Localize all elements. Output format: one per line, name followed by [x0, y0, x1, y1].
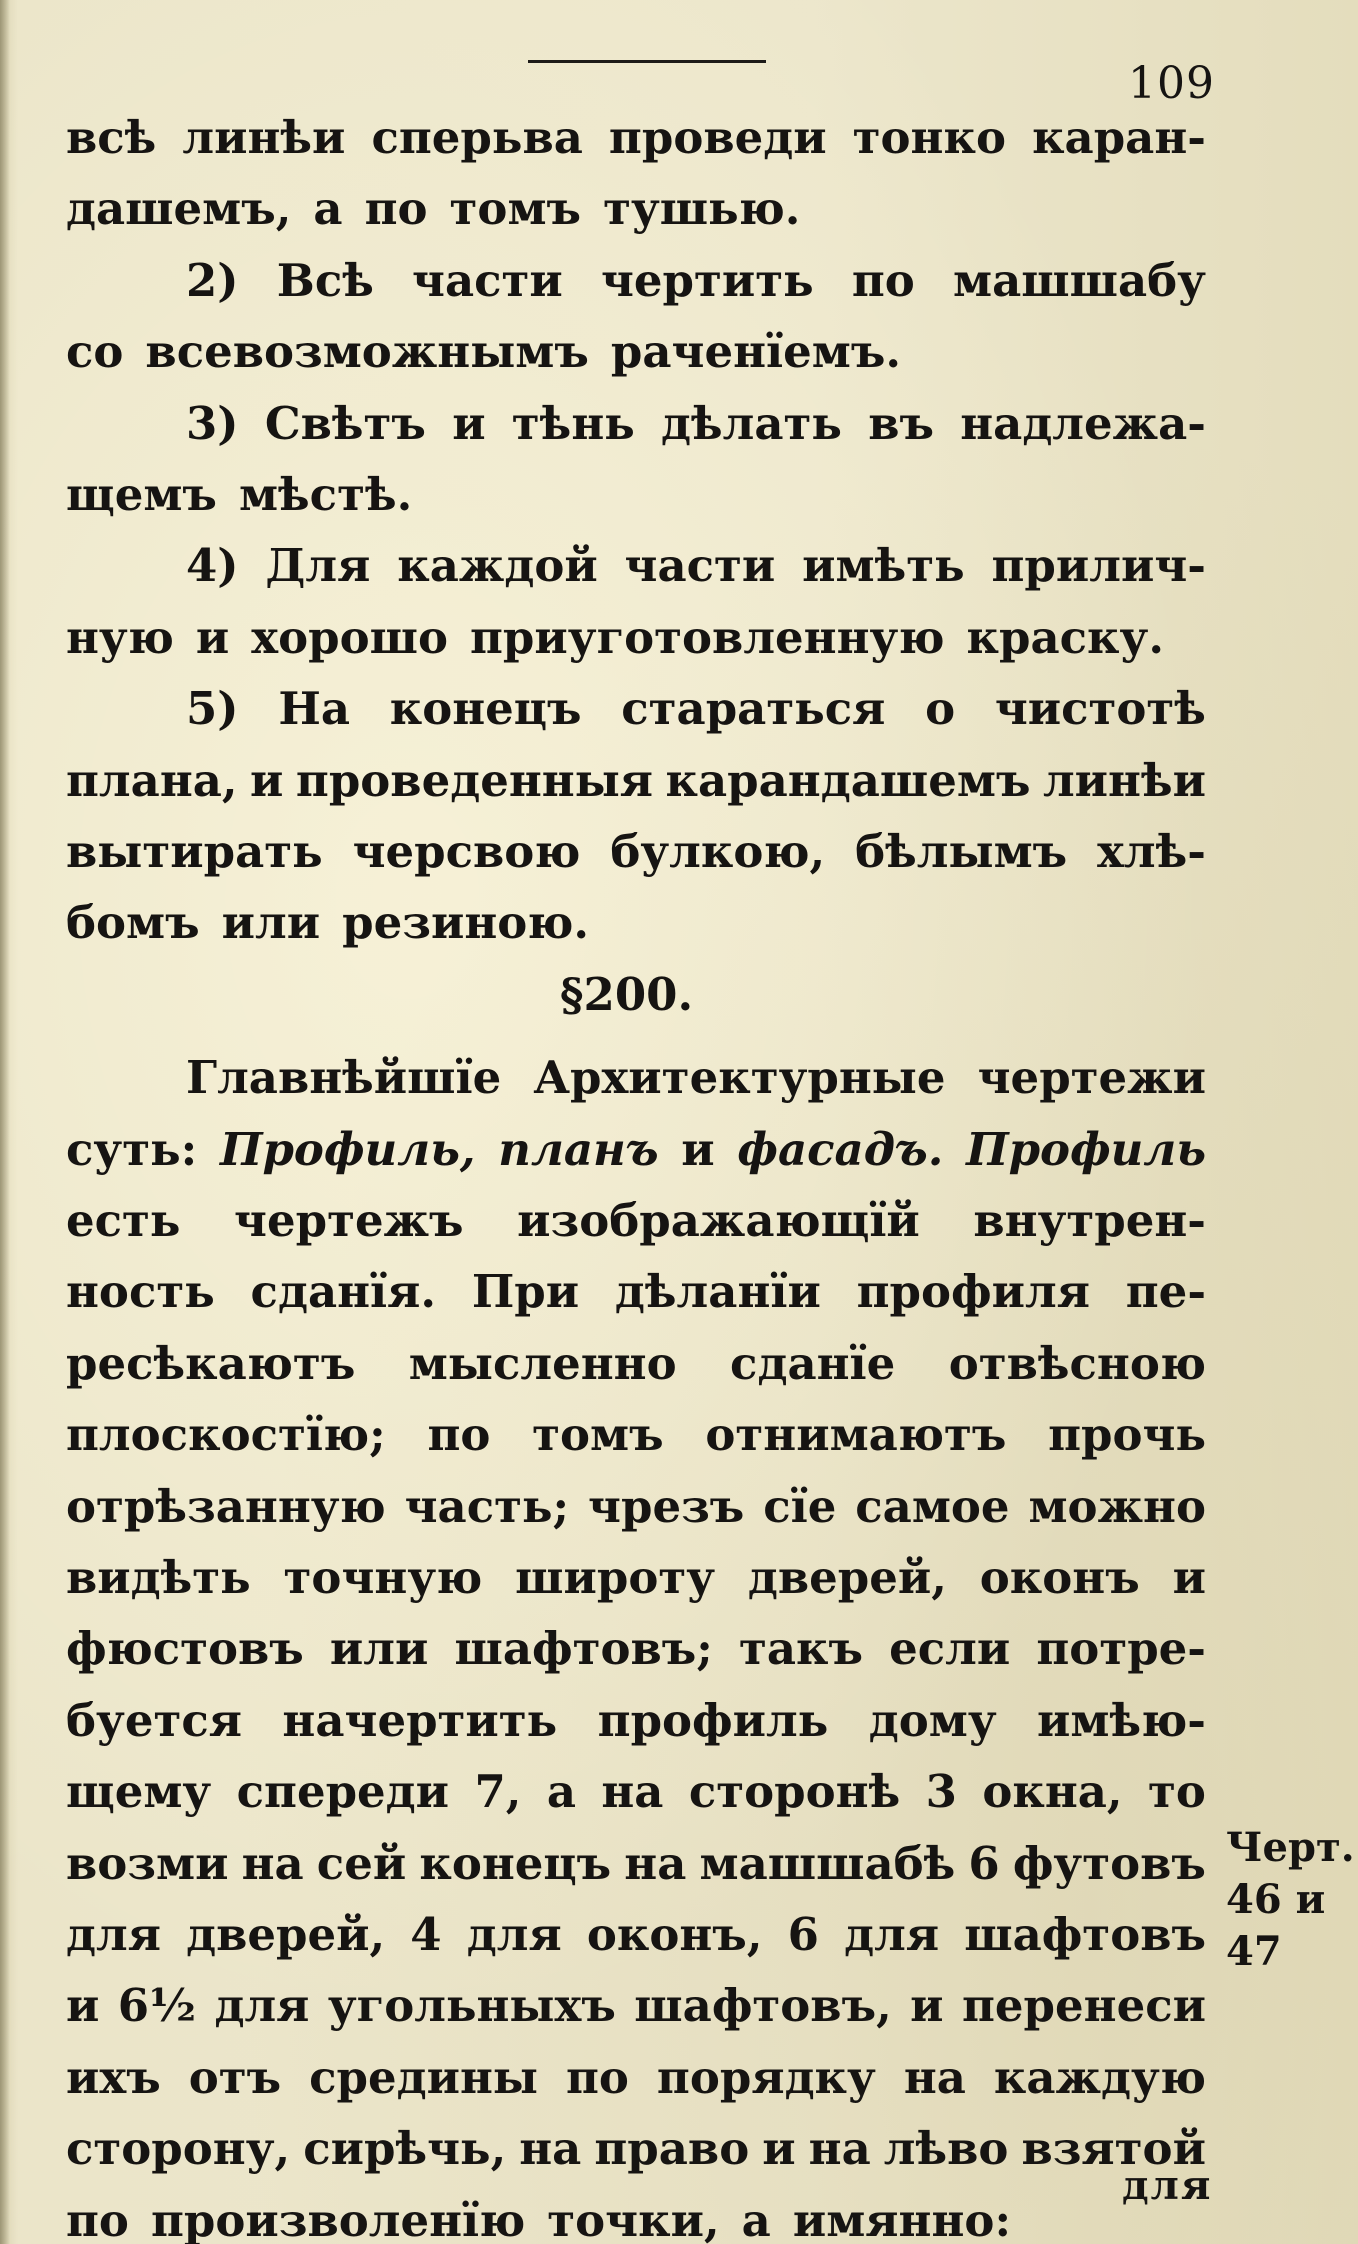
word: внутрен-: [973, 1194, 1206, 1247]
word: части: [624, 539, 776, 592]
word: стараться: [621, 682, 886, 735]
word: окна,: [982, 1765, 1123, 1818]
text-line: [186, 245, 1206, 317]
word: машшабѣ: [699, 1837, 956, 1890]
word: отъ: [188, 2051, 282, 2104]
word: части: [412, 254, 563, 307]
word: тонко: [852, 111, 1007, 164]
word: сданїе: [730, 1337, 896, 1390]
word: карандашемъ: [665, 754, 1031, 807]
word: со: [66, 325, 124, 378]
word: чертить: [600, 254, 814, 307]
word: плоскостїю;: [66, 1408, 386, 1461]
text-line: [560, 959, 820, 1031]
text-line: [66, 316, 1206, 388]
word: дѣланїи: [614, 1265, 821, 1318]
word: Свѣтъ: [264, 397, 426, 450]
catchword: для: [1122, 2162, 1213, 2209]
word: для: [66, 1908, 161, 1961]
word: отнимаютъ: [705, 1408, 1007, 1461]
word: по: [364, 182, 428, 235]
word: сторону,: [66, 2122, 291, 2175]
text-line: [66, 1542, 1206, 1614]
text-line: [66, 1399, 1206, 1471]
text-line: [66, 102, 1206, 174]
word: фюстовъ: [66, 1622, 304, 1675]
word: ную: [66, 611, 174, 664]
word: всѣ: [66, 111, 157, 164]
page-binding-shadow: [0, 0, 10, 2244]
word: то: [1148, 1765, 1206, 1818]
word: планъ: [498, 1123, 659, 1176]
text-line: [66, 1756, 1206, 1828]
text-line: [66, 1471, 1206, 1543]
word: порядку: [656, 2051, 876, 2104]
word: томъ: [532, 1408, 664, 1461]
word: а: [546, 1765, 576, 1818]
word: 6½: [117, 1979, 197, 2032]
word: всевозможнымъ: [145, 325, 589, 378]
word: тушью.: [603, 182, 801, 235]
word: сей: [316, 1837, 407, 1890]
word: оконъ: [979, 1551, 1140, 1604]
word: точную: [283, 1551, 483, 1604]
margin-note-figure-reference: [1226, 1822, 1356, 1978]
word: Профиль,: [219, 1123, 476, 1176]
word: имѣть: [802, 539, 965, 592]
word: каждой: [397, 539, 598, 592]
word: профиль: [597, 1694, 829, 1747]
word: и: [910, 1979, 944, 2032]
word: приуготовленную: [469, 611, 945, 664]
word: право: [594, 2122, 750, 2175]
word: по: [851, 254, 915, 307]
word: плана,: [66, 754, 238, 807]
word: для: [214, 1979, 310, 2032]
word: прочь: [1048, 1408, 1206, 1461]
word: и: [250, 754, 284, 807]
text-line: [186, 388, 1206, 460]
word: если: [889, 1622, 1011, 1675]
word: дому: [868, 1694, 997, 1747]
word: дашемъ,: [66, 182, 292, 235]
word: 4: [410, 1908, 442, 1961]
word: 3): [186, 397, 239, 450]
word: произволенїю: [150, 2194, 526, 2244]
word: щему: [66, 1765, 212, 1818]
word: надлежа-: [960, 397, 1206, 450]
word: можно: [1028, 1480, 1206, 1533]
text-line: [66, 745, 1206, 817]
word: и: [681, 1123, 715, 1176]
word: буется: [66, 1694, 242, 1747]
text-line: [66, 1899, 1206, 1971]
word: отвѣсною: [948, 1337, 1206, 1390]
word: профиля: [856, 1265, 1090, 1318]
word: на: [241, 1837, 304, 1890]
word: перенеси: [961, 1979, 1206, 2032]
word: на: [519, 2122, 582, 2175]
word: Для: [265, 539, 371, 592]
word: линѣи: [182, 111, 346, 164]
word: мысленно: [408, 1337, 677, 1390]
word: есть: [66, 1194, 181, 1247]
word: бѣлымъ: [855, 825, 1068, 878]
word: отрѣзанную: [66, 1480, 386, 1533]
word: или: [329, 1622, 429, 1675]
word: шафтовъ,: [634, 1979, 892, 2032]
word: Всѣ: [276, 254, 374, 307]
word: сїе: [763, 1480, 837, 1533]
text-line: [66, 1613, 1206, 1685]
word: пе-: [1125, 1265, 1206, 1318]
text-line: [66, 1114, 1206, 1186]
word: а: [741, 2194, 771, 2244]
word: видѣть: [66, 1551, 251, 1604]
word: раченїемъ.: [610, 325, 902, 378]
word: по: [427, 1408, 491, 1461]
word: 7,: [474, 1765, 522, 1818]
word: бомъ: [66, 896, 200, 949]
word: по: [66, 2194, 129, 2244]
word: Главнѣйшїе: [186, 1051, 502, 1104]
word: лѣво: [883, 2122, 1009, 2175]
text-line: [66, 816, 1206, 888]
word: 5): [186, 682, 239, 735]
word: щемъ: [66, 468, 217, 521]
word: ность: [66, 1265, 215, 1318]
word: конецъ: [389, 682, 582, 735]
text-line: [66, 1828, 1206, 1900]
word: на: [601, 1765, 664, 1818]
text-line: [186, 530, 1206, 602]
word: чертежъ: [234, 1194, 464, 1247]
word: конецъ: [419, 1837, 612, 1890]
word: и: [195, 611, 230, 664]
word: вытирать: [66, 825, 323, 878]
word: томъ: [449, 182, 582, 235]
word: дверей,: [747, 1551, 947, 1604]
word: 6: [787, 1908, 819, 1961]
word: тѣнь: [511, 397, 635, 450]
word: машшабу: [952, 254, 1206, 307]
word: суть:: [66, 1123, 198, 1176]
word: сирѣчь,: [303, 2122, 507, 2175]
text-line: [66, 1185, 1206, 1257]
text-line: [66, 1256, 1206, 1328]
text-line: [66, 887, 1206, 959]
text-line: [186, 1042, 1206, 1114]
word: спереди: [236, 1765, 450, 1818]
word: и: [762, 2122, 796, 2175]
word: имѣю-: [1037, 1694, 1206, 1747]
word: возми: [66, 1837, 229, 1890]
word: шафтовъ: [964, 1908, 1206, 1961]
word: При: [471, 1265, 580, 1318]
word: для: [844, 1908, 940, 1961]
word: на: [903, 2051, 966, 2104]
margin-note-line: 46 и 47: [1226, 1876, 1326, 1975]
word: на: [624, 1837, 687, 1890]
word: краску.: [966, 611, 1165, 664]
word: или: [221, 896, 321, 949]
text-line: [66, 1685, 1206, 1757]
word: потре-: [1036, 1622, 1206, 1675]
word: булкою,: [610, 825, 826, 878]
word: проведенныя: [295, 754, 654, 807]
word: 3: [925, 1765, 957, 1818]
text-line: [66, 173, 1206, 245]
word: прилич-: [991, 539, 1206, 592]
text-line: [66, 602, 1206, 674]
word: чрезъ: [588, 1480, 745, 1533]
word: хорошо: [251, 611, 448, 664]
page-number: 109: [1128, 58, 1215, 109]
text-line: [66, 1328, 1206, 1400]
word: Профиль: [966, 1123, 1206, 1176]
word: часть;: [404, 1480, 570, 1533]
word: сданїя.: [250, 1265, 437, 1318]
text-line: [66, 459, 1206, 531]
word: такъ: [738, 1622, 864, 1675]
text-line: [66, 2113, 1206, 2185]
word: ихъ: [66, 2051, 161, 2104]
word: 6: [968, 1837, 1000, 1890]
word: на: [808, 2122, 871, 2175]
word: начертить: [282, 1694, 558, 1747]
word: шафтовъ;: [454, 1622, 713, 1675]
word: проведи: [608, 111, 827, 164]
word: сперьва: [371, 111, 583, 164]
word: резиною.: [342, 896, 590, 949]
word: чистотѣ: [994, 682, 1206, 735]
header-rule: [528, 60, 766, 63]
word: 2): [186, 254, 239, 307]
word: Архитектурные: [533, 1051, 946, 1104]
word: въ: [868, 397, 934, 450]
word: фасадъ.: [737, 1123, 944, 1176]
word: и: [452, 397, 486, 450]
word: футовъ: [1012, 1837, 1206, 1890]
word: изображающїй: [517, 1194, 920, 1247]
word: ресѣкаютъ: [66, 1337, 356, 1390]
word: хлѣ-: [1097, 825, 1206, 878]
word: о: [925, 682, 956, 735]
word: дѣлать: [661, 397, 842, 450]
word: широту: [515, 1551, 716, 1604]
word: и: [66, 1979, 100, 2032]
word: а: [313, 182, 343, 235]
word: дверей,: [186, 1908, 386, 1961]
word: На: [278, 682, 350, 735]
margin-note-line: Черт.: [1226, 1824, 1355, 1871]
word: сторонѣ: [688, 1765, 901, 1818]
word: и: [1172, 1551, 1206, 1604]
word: чертежи: [977, 1051, 1206, 1104]
word: черсвою: [352, 825, 581, 878]
word: самое: [855, 1480, 1010, 1533]
word: угольныхъ: [327, 1979, 616, 2032]
word: имянно:: [792, 2194, 1012, 2244]
word: линѣи: [1042, 754, 1206, 807]
text-line: [66, 1970, 1206, 2042]
word: 4): [186, 539, 239, 592]
word: точки,: [547, 2194, 720, 2244]
word: каждую: [993, 2051, 1206, 2104]
word: для: [466, 1908, 562, 1961]
word: взятой: [1021, 2122, 1206, 2175]
word: по: [565, 2051, 629, 2104]
word: 200.: [583, 968, 694, 1021]
word: §: [560, 968, 584, 1021]
word: каран-: [1032, 111, 1206, 164]
word: оконъ,: [586, 1908, 763, 1961]
word: мѣстѣ.: [238, 468, 413, 521]
word: средины: [309, 2051, 539, 2104]
text-line: [186, 673, 1206, 745]
text-line: [66, 2042, 1206, 2114]
text-line: [66, 2185, 1206, 2244]
